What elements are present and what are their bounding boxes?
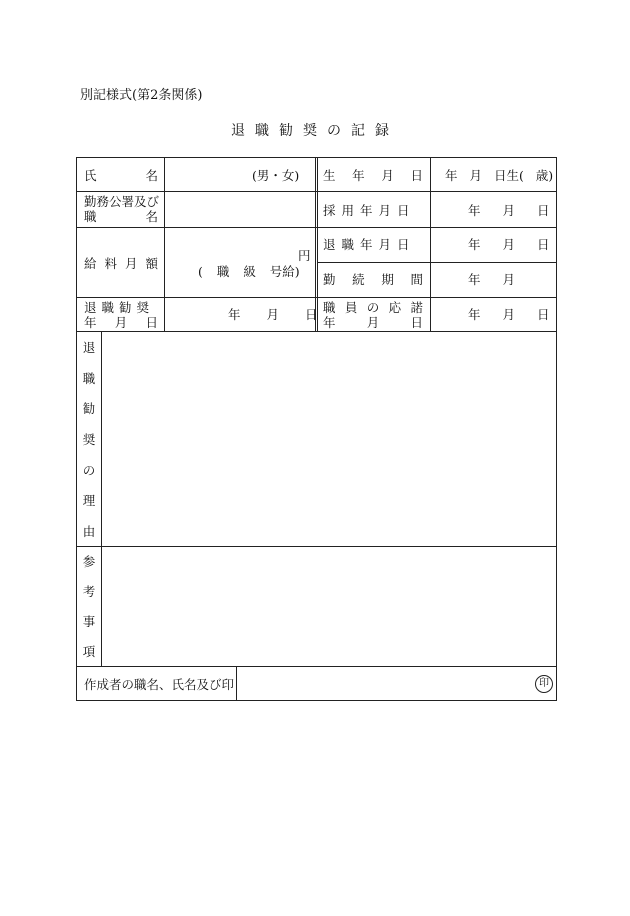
consent-label-1: 職 員 の 応 諾 [323, 300, 423, 315]
preparer-field[interactable] [237, 667, 556, 700]
salary-yen: 円 [298, 248, 311, 263]
seal-icon: 印 [535, 675, 553, 693]
hire-label: 採用年月日 [323, 203, 416, 218]
gender-field: (男・女) [252, 168, 300, 183]
tenure-label: 勤 続 期 間 [323, 272, 423, 287]
hire-value: 年 月 日 [468, 203, 550, 218]
birth-label: 生 年 月 日 [323, 168, 423, 183]
reason-label: 退 職 勧 奨 の 理 由 [82, 340, 96, 539]
recommend-label-1: 退職勧奨 [84, 300, 155, 315]
office-label-1: 勤務公署及び [84, 194, 160, 209]
birth-value: 年 月 日生( 歳) [445, 168, 554, 183]
consent-label-2: 年 月 日 [323, 315, 423, 330]
preparer-label: 作成者の職名、氏名及び印 [84, 677, 235, 692]
reference-field[interactable] [102, 547, 556, 666]
salary-grade: ( 職 級 号給) [198, 264, 300, 279]
form-header: 別記様式(第2条関係) [80, 88, 203, 103]
retire-value: 年 月 日 [468, 237, 550, 252]
form-title: 退職勧奨の記録 [231, 123, 399, 139]
recommend-label-2: 年 月 日 [84, 315, 158, 330]
reference-label: 参 考 事 項 [82, 554, 96, 659]
reason-field[interactable] [102, 332, 556, 546]
recommend-value: 年 月 日 [228, 307, 318, 322]
office-label-2: 職 名 [84, 209, 158, 224]
salary-label: 給料月額 [84, 256, 167, 271]
retire-label: 退職年月日 [323, 237, 416, 252]
tenure-value: 年 月 [468, 272, 515, 287]
consent-value: 年 月 日 [468, 307, 550, 322]
name-label: 氏 名 [84, 168, 158, 183]
